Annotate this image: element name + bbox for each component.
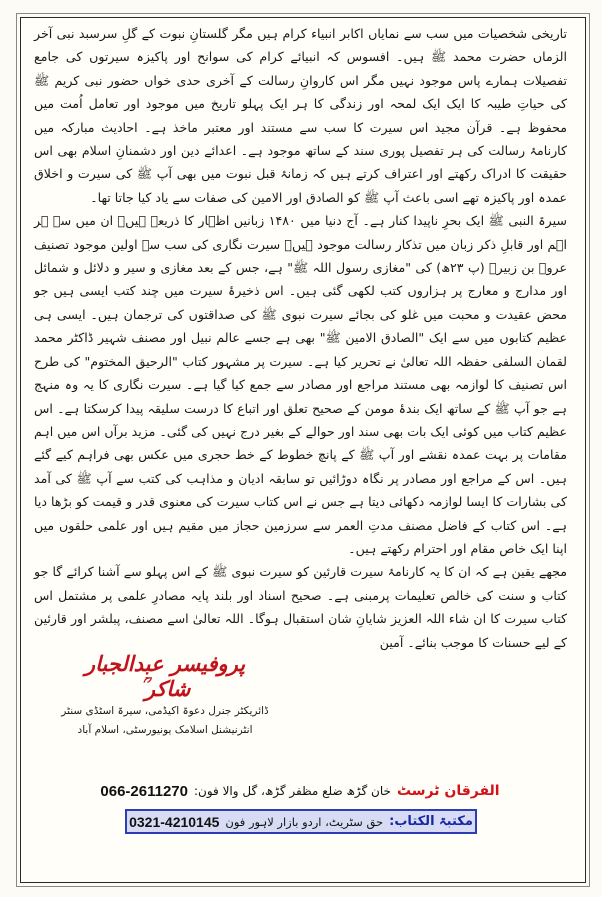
- library-phone: 0321-4210145: [129, 813, 220, 830]
- trust-address: خان گڑھ ضلع مظفر گڑھ، گل والا فون:: [193, 784, 391, 798]
- signature-title: ڈائریکٹر جنرل دعوۃ اکیڈمی، سیرۃ اسٹڈی سنٹر: [61, 705, 269, 717]
- signature-name: پروفیسر عبدالجبار شاکر ؒ: [84, 651, 246, 701]
- paragraph-3: مجھے یقین ہے کہ ان کا یہ کارنامۂ سیرت قارئین کو سیرت نبوی ﷺ کے اس پہلو سے آشنا کرائے گا جو کتاب و سنت کی خالص تعلیمات پرمبنی ہے۔ صحیح اسناد اور بلند پایہ مصادرِ علمی پر مشتمل اس کتاب سیرت کا ان شاء اللہ العزیز شایانِ شان استقبال ہوگا۔ اللہ تعالیٰ اسے مصنف، پبلشر اور قارئین کے لیے حسنات کا موجب بنائے۔ آمین: [34, 564, 567, 650]
- paragraph-2: سیرۃ النبی ﷺ ایک بحرِ ناپیدا کنار ہے۔ آج دنیا میں ۱۴۸۰ زبانیں اظہار کا ذریعہ ہیں۔ ان میں سے ہر اہم اور قابلِ ذکر زبان میں تذکار رسالت موجود ہیں۔ سیرت نگاری کی سب سے اولین موجود تصنیف عروہ بن زبیرؒ (پ ۲۳ھ) کی "مغازی رسول اللہ ﷺ" ہے، جس کے بعد مغازی و سیر و دلائل و شمائل اور مدارج و معارج پر ہزاروں کتب لکھی گئی ہیں۔ اس ذخیرۂ سیرت میں چند کتب ایسی ہیں جو محض عقیدت و محبت میں غلو کی بجائے سیرت نبوی ﷺ کی صداقتوں کی ترجمان ہیں۔ ایسی ہی عظیم کتابوں میں سے ایک "الصادق الامین ﷺ" بھی ہے جسے عالم نبیل اور مصنف شہیر ڈاکٹر محمد لقمان السلفی حفظہ اللہ تعالیٰ نے تحریر کیا ہے۔ سیرت پر مشہور کتاب "الرحیق المختوم" کی طرح اس تصنیف کا لوازمہ بھی مستند مراجع اور مصادر سے جمع کیا گیا ہے۔ سیرت نگاری کا یہ وہ منہج ہے جو آپ ﷺ کے ساتھ ایک بندۂ مومن کے صحیح تعلق اور اتباع کا درست سلیقہ پیدا کرسکتا ہے۔ اس عظیم کتاب میں کوئی ایک بات بھی سند اور حوالے کے بغیر درج نہیں کی گئی۔ مزید برآں اس میں اہم مقامات پر بہت عمدہ نقشے اور آپ ﷺ کے پانچ خطوط کے خط حجری میں عکس بھی فراہم کیے گئے ہیں۔ اس کے مراجع اور مصادر پر نگاہ دوڑائیں تو سابقہ ادیان و مذاہب کی کتب سے آپ ﷺ کی آمد کی بشارات کا ایسا لوازمہ دکھائی دیتا ہے جس نے اس کتاب سیرت کی معنوی قدر و قیمت کو بڑھا دیا ہے۔ اس کتاب کے فاضل مصنف مدتِ العمر سے سرزمین حجاز میں مقیم ہیں اور علمی حلقوں میں اپنا ایک خاص مقام اور احترام رکھتے ہیں۔: [34, 213, 567, 556]
- trust-name: الفرقان ٹرسٹ: [396, 783, 500, 799]
- library-address: حق سٹریٹ، اردو بازار لاہور فون: [225, 814, 384, 829]
- trust-contact: [100, 780, 500, 802]
- signature-block: [60, 651, 270, 740]
- library-contact: [125, 809, 477, 834]
- paragraph-1: تاریخی شخصیات میں سب سے نمایاں اکابر انبیاء کرام ہیں مگر گلستانِ نبوت کے گلِ سرسبد نبی آخر الزماں حضرت محمد ﷺ ہیں۔ افسوس کہ انبیائے کرام کی سوانح اور پاکیزہ سیرتوں کی جامع تفصیلات ہمارے پاس موجود نہیں مگر اس کاروانِ رسالت کے آخری حدی خواں حضور نبی کریم ﷺ کی حیاتِ طیبہ کا ایک ایک لمحہ اور زندگی کا ہر ایک پہلو تاریخ میں موجود اور تعامل اُمت میں محفوظ ہے۔ قرآن مجید اس سیرت کا سب سے مستند اور معتبر ماخذ ہے۔ احادیث مبارکہ میں کارنامۂ رسالت کی ہر تفصیل پوری سند کے ساتھ موجود ہے۔ اعدائے دین اور دشمنانِ اسلام بھی اس حقیقت کا ادراک رکھتے اور اعتراف کرتے ہیں کہ زمانۂ قبل نبوت میں بھی آپ ﷺ کی سیرت و اخلاق عمدہ اور پاکیزہ تھے اسی باعث آپ ﷺ کو الصادق اور الامین کی صفات سے یاد کیا جاتا تھا۔: [34, 26, 567, 205]
- library-name: مکتبۃ الکتاب:: [389, 814, 473, 829]
- body-text: [34, 22, 567, 654]
- signature-institution: انٹرنیشنل اسلامک یونیورسٹی، اسلام آباد: [77, 724, 253, 736]
- trust-phone: 066-2611270: [100, 782, 188, 800]
